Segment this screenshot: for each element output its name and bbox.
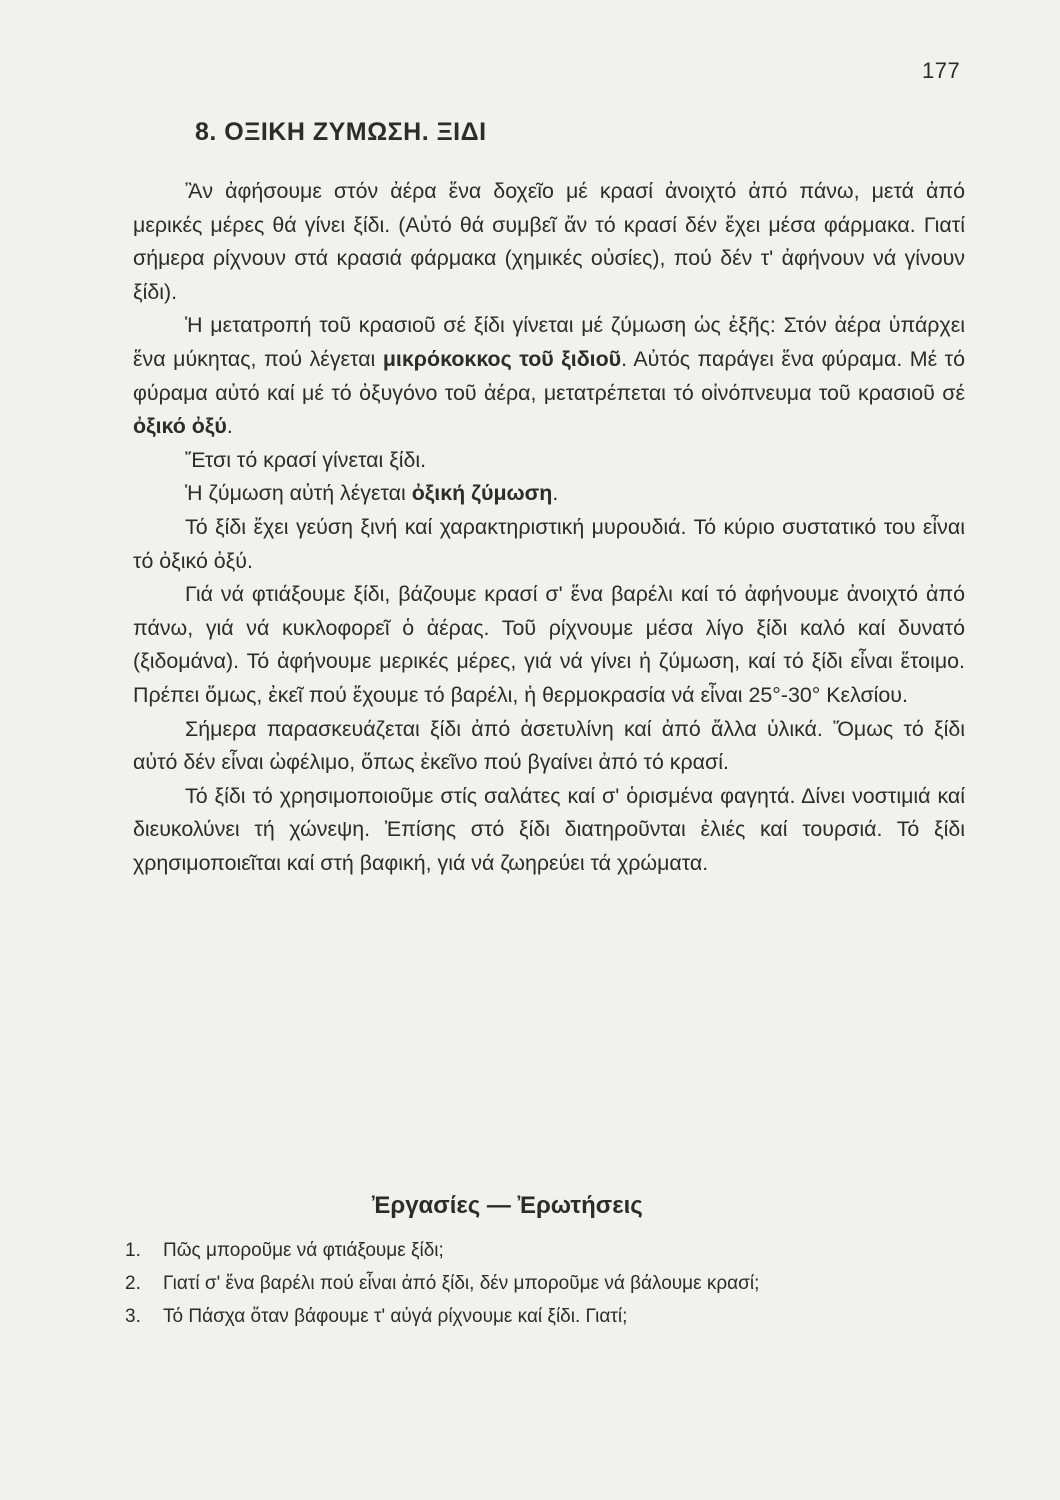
question-item [125, 1271, 965, 1297]
question-text: Πῶς μποροῦμε νά φτιάξουμε ξίδι; [163, 1240, 444, 1261]
bold-term: ὀξική ζύμωση [411, 481, 553, 506]
text-segment: Ἂν ἀφήσουμε στόν ἀέρα ἕνα δοχεῖο μέ κρασί ἀνοιχτό ἀπό πάνω, μετά ἀπό μερικές μέρες θά γίνει ξίδι. (Αὐτό θά συμβεῖ ἄν τό κρασί δέν ἔχει μέσα φάρμακα. Γιατί σήμερα ρίχνουν στά κρασιά φάρμακα (χημικές οὐσίες), πού δέν τ' ἀφήνουν νά γίνουν ξίδι). [133, 179, 965, 304]
text-segment: . Αὐτός παράγει ἕνα φύραμα. Μέ τό φύραμα αὐτό καί μέ τό ὀξυγόνο τοῦ ἀέρα, μετατρέπεται τό οἰνόπνευμα τοῦ κρασιοῦ σέ [133, 346, 965, 405]
question-item [125, 1238, 965, 1264]
paragraph [133, 309, 965, 443]
question-number: 2. [125, 1273, 141, 1294]
chapter-title: 8. ΟΞΙΚΗ ΖΥΜΩΣΗ. ΞΙΔΙ [195, 118, 487, 146]
text-segment: Ἔτσι τό κρασί γίνεται ξίδι. [185, 447, 427, 472]
paragraph [133, 175, 965, 309]
paragraph [133, 511, 965, 578]
text-segment: Ἡ ζύμωση αὐτή λέγεται [185, 481, 412, 506]
page-number: 177 [922, 58, 961, 83]
question-text: Γιατί σ' ἕνα βαρέλι πού εἶναι ἀπό ξίδι, δέν μποροῦμε νά βάλουμε κρασί; [163, 1273, 760, 1294]
question-number: 1. [125, 1240, 141, 1261]
question-text: Τό Πάσχα ὅταν βάφουμε τ' αὐγά ρίχνουμε καί ξίδι. Γιατί; [163, 1306, 628, 1327]
exercises-list [125, 1238, 965, 1337]
text-segment: Τό ξίδι ἔχει γεύση ξινή καί χαρακτηριστική μυρουδιά. Τό κύριο συστατικό του εἶναι τό ὀξικό ὀξύ. [133, 514, 965, 573]
paragraph [133, 444, 965, 478]
paragraph [133, 713, 965, 780]
question-item [125, 1304, 965, 1330]
paragraph [133, 780, 965, 881]
text-segment: Τό ξίδι τό χρησιμοποιοῦμε στίς σαλάτες καί σ' ὁρισμένα φαγητά. Δίνει νοστιμιά καί διευκολύνει τή χώνεψη. Ἐπίσης στό ξίδι διατηροῦνται ἐλιές καί τουρσιά. Τό ξίδι χρησιμοποιεῖται καί στή βαφική, γιά νά ζωηρεύει τά χρώματα. [133, 783, 965, 875]
bold-term: ὀξικό ὀξύ [133, 414, 227, 439]
text-segment: Σήμερα παρασκευάζεται ξίδι ἀπό ἀσετυλίνη καί ἀπό ἄλλα ὑλικά. Ὅμως τό ξίδι αὐτό δέν εἶναι ὠφέλιμο, ὅπως ἐκεῖνο πού βγαίνει ἀπό τό κρασί. [133, 716, 965, 775]
question-number: 3. [125, 1306, 141, 1327]
text-segment: Γιά νά φτιάξουμε ξίδι, βάζουμε κρασί σ' ἕνα βαρέλι καί τό ἀφήνουμε ἀνοιχτό ἀπό πάνω, γιά νά κυκλοφορεῖ ὁ ἀέρας. Τοῦ ρίχνουμε μέσα λίγο ξίδι καλό καί δυνατό (ξιδομάνα). Τό ἀφήνουμε μερικές μέρες, γιά νά γίνει ἡ ζύμωση, καί τό ξίδι εἶναι ἕτοιμο. Πρέπει ὅμως, ἐκεῖ πού ἔχουμε τό βαρέλι, ἡ θερμοκρασία νά εἶναι 25°-30° Κελσίου. [133, 582, 965, 707]
exercises-heading: Ἐργασίες — Ἐρωτήσεις [372, 1192, 643, 1219]
text-segment: . [552, 481, 559, 506]
text-segment: . [226, 414, 233, 439]
text-segment: Ἡ μετατροπή τοῦ κρασιοῦ σέ ξίδι γίνεται μέ ζύμωση ὡς ἑξῆς: Στόν ἀέρα ὑπάρχει ἕνα μύκητας, πού λέγεται [133, 313, 965, 371]
paragraph [133, 477, 965, 511]
paragraph [133, 578, 965, 712]
bold-term: μικρόκοκκος τοῦ ξιδιοῦ [382, 346, 622, 371]
body-text [133, 175, 965, 880]
